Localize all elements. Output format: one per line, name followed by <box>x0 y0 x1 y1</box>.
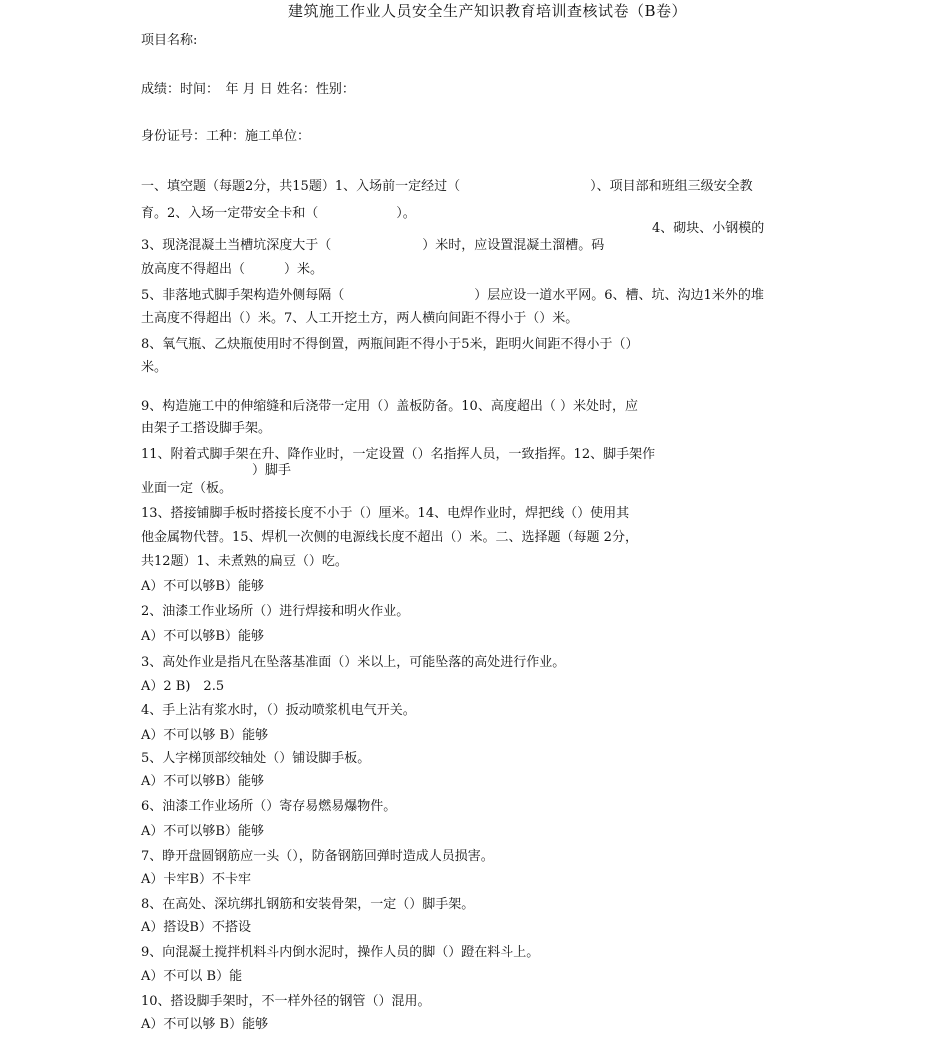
answer-options: A）不可以够 B）能够 <box>141 1017 269 1032</box>
answer-options: A）不可以够 B）能够 <box>141 728 269 743</box>
text-line: 11、附着式脚手架在升、降作业时，一定设置（）名指挥人员，一致指挥。12、脚手架作 <box>141 447 656 462</box>
question-line: 3、高处作业是指凡在坠落基准面（）米以上，可能坠落的高处进行作业。 <box>141 655 566 670</box>
text-line: 米。 <box>141 360 168 375</box>
text-line: 5、非落地式脚手架构造外侧每隔（ ）层应设一道水平网。6、槽、坑、沟边1米外的堆 <box>141 288 764 303</box>
text-line: 育。2、入场一定带安全卡和（ ）。 <box>141 206 416 221</box>
question-line: 6、油漆工作业场所（）寄存易燃易爆物件。 <box>141 799 397 814</box>
question-line: 5、人字梯顶部绞轴处（）铺设脚手板。 <box>141 751 371 766</box>
text-line: ）脚手 <box>252 463 292 478</box>
answer-options: A）不可以够B）能够 <box>141 774 264 789</box>
id-worktype-unit-field: 身份证号：工种：施工单位： <box>141 129 311 144</box>
question-line: 8、在高处、深坑绑扎钢筋和安装骨架，一定（）脚手架。 <box>141 897 475 912</box>
answer-options: A）2 B) 2.5 <box>141 679 225 694</box>
question-line: 2、油漆工作业场所（）进行焊接和明火作业。 <box>141 604 410 619</box>
question-line: 10、搭设脚手架时，不一样外径的钢管（）混用。 <box>141 994 431 1009</box>
text-line: 业面一定（板。 <box>141 481 233 496</box>
text-line: 9、构造施工中的伸缩缝和后浇带一定用（）盖板防备。10、高度超出（ ）米处时，应 <box>141 399 638 414</box>
text-line: 一、填空题（每题2分，共15题）1、入场前一定经过（ ）、项目部和班组三级安全教 <box>141 179 753 194</box>
text-line: 8、氧气瓶、乙炔瓶使用时不得倒置，两瓶间距不得小于5米，距明火间距不得小于（） <box>141 337 639 352</box>
text-line: 由架子工搭设脚手架。 <box>141 421 272 436</box>
score-time-name-gender-field: 成绩：时间： 年 月 日 姓名：性别： <box>141 82 355 97</box>
answer-options: A）不可以 B）能 <box>141 969 243 984</box>
text-line: 3、现浇混凝土当槽坑深度大于（ ）米时，应设置混凝土溜槽。码 <box>141 238 605 253</box>
question-line: 9、向混凝土搅拌机料斗内倒水泥时，操作人员的脚（）蹬在料斗上。 <box>141 945 540 960</box>
text-line: 放高度不得超出（ ）米。 <box>141 262 324 277</box>
question-line: 7、睁开盘圆钢筋应一头（），防备钢筋回弹时造成人员损害。 <box>141 849 494 864</box>
answer-options: A）不可以够B）能够 <box>141 824 264 839</box>
answer-options: A）搭设B）不搭设 <box>141 920 251 935</box>
text-line: 他金属物代替。15、焊机一次侧的电源线长度不超出（）米。二、选择题（每题 2分， <box>141 530 638 545</box>
answer-options: A）不可以够B）能够 <box>141 579 264 594</box>
exam-title: 建筑施工作业人员安全生产知识教育培训查核试卷（B卷） <box>288 2 688 20</box>
answer-options: A）卡牢B）不卡牢 <box>141 872 251 887</box>
text-line: 13、搭接铺脚手板时搭接长度不小于（）厘米。14、电焊作业时，焊把线（）使用其 <box>141 506 630 521</box>
text-line: 共12题）1、未煮熟的扁豆（）吃。 <box>141 554 348 569</box>
text-line: 土高度不得超出（）米。7、人工开挖土方，两人横向间距不得小于（）米。 <box>141 311 579 326</box>
answer-options: A）不可以够B）能够 <box>141 629 264 644</box>
text-line: 4、砌块、小钢模的 <box>652 221 765 236</box>
project-name-field: 项目名称: <box>141 33 198 48</box>
question-line: 4、手上沾有浆水时，（）扳动喷浆机电气开关。 <box>141 703 416 718</box>
